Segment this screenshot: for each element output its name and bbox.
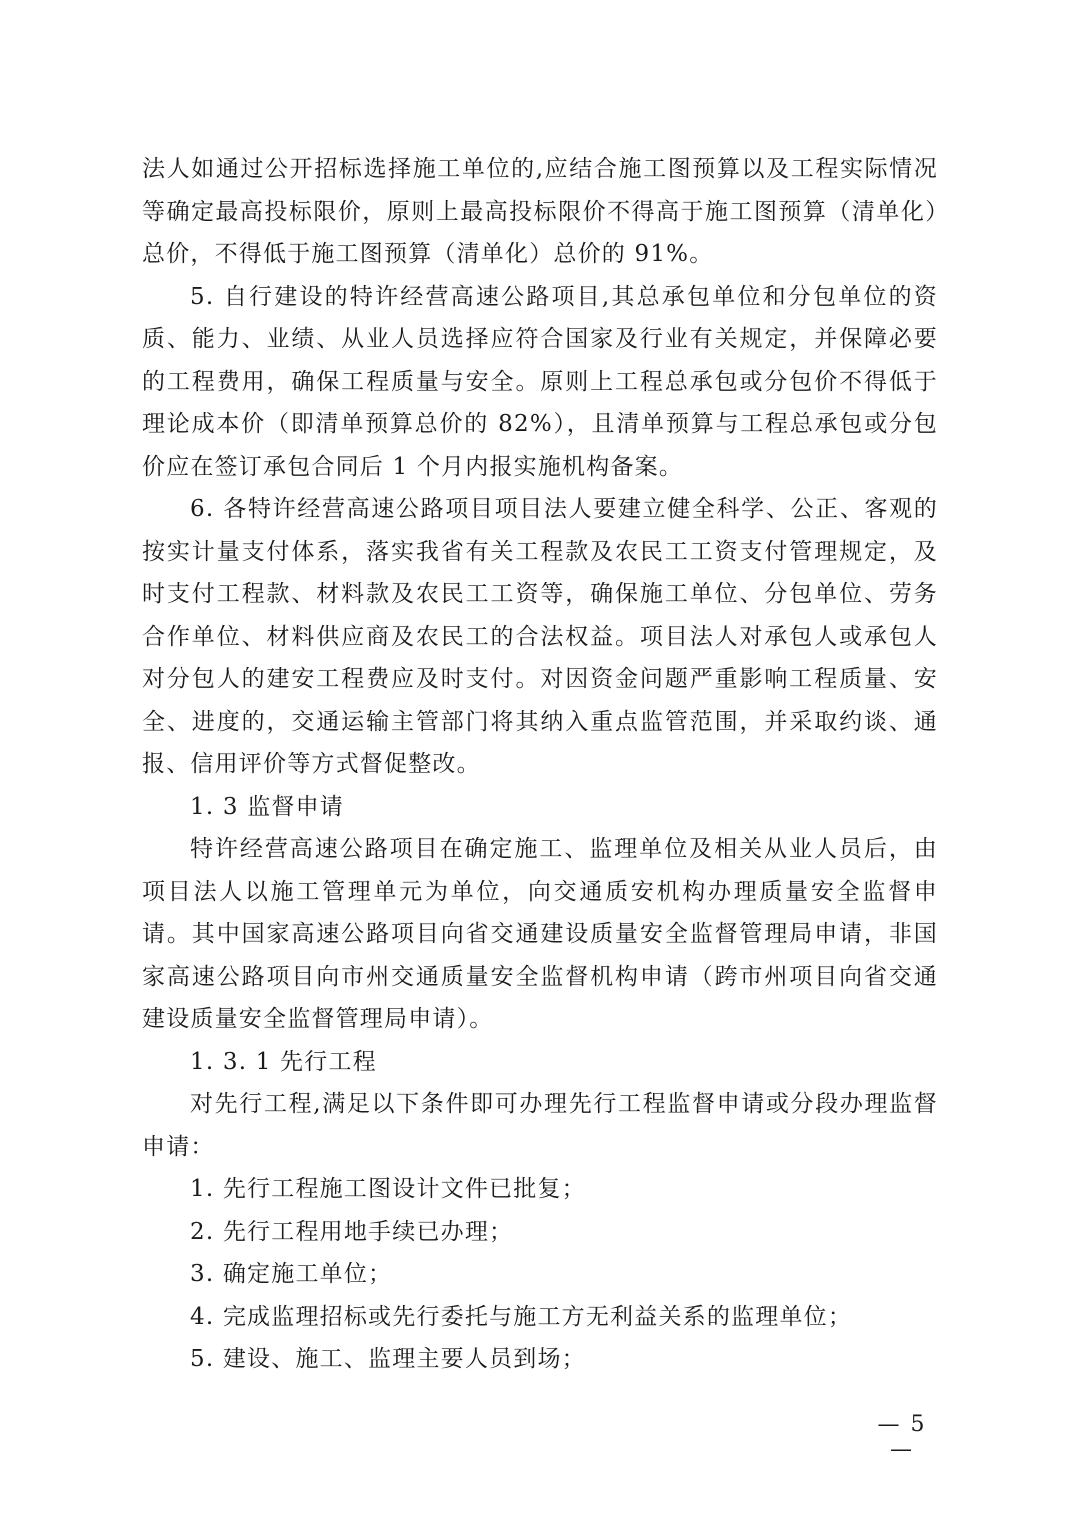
section-heading-1-3: 1. 3 监督申请 <box>190 793 344 820</box>
list-item-condition-2: 2. 先行工程用地手续已办理； <box>190 1218 514 1245</box>
list-item-condition-3: 3. 确定施工单位； <box>190 1261 393 1287</box>
paragraph-bidding-limit: 法人如通过公开招标选择施工单位的,应结合施工图预算以及工程实际情况等确定最高投标限价，原则上最高投标限价不得高于施工图预算（清单化）总价，不得低于施工图预算（清单化）总价的 91%。 <box>142 156 938 267</box>
paragraph-supervision-application: 特许经营高速公路项目在确定施工、监理单位及相关从业人员后，由项目法人以施工管理单元为单位，向交通质安机构办理质量安全监督申请。其中国家高速公路项目向省交通建设质量安全监督管理局申请，非国家高速公路项目向市州交通质量安全监督机构申请（跨市州项目向省交通建设质量安全监督管理局申请）。 <box>142 836 938 1032</box>
list-item-condition-5: 5. 建设、施工、监理主要人员到场； <box>190 1346 586 1372</box>
list-item-condition-1: 1. 先行工程施工图设计文件已批复； <box>190 1176 586 1202</box>
list-item-condition-4: 4. 完成监理招标或先行委托与施工方无利益关系的监理单位； <box>190 1303 853 1330</box>
paragraph-item-5: 5. 自行建设的特许经营高速公路项目,其总承包单位和分包单位的资质、能力、业绩、从业人员选择应符合国家及行业有关规定，并保障必要的工程费用，确保工程质量与安全。原则上工程总承包或分包价不得低于理论成本价（即清单预算总价的 82%），且清单预算与工程总承包或分包价应在签订承包合同后 1 个月内报实施机构备案。 <box>142 283 938 480</box>
section-heading-1-3-1: 1. 3. 1 先行工程 <box>190 1048 377 1075</box>
paragraph-advance-works-intro: 对先行工程,满足以下条件即可办理先行工程监督申请或分段办理监督申请： <box>142 1091 938 1160</box>
page-number: — 5 — <box>877 1412 927 1462</box>
document-page <box>142 148 938 1381</box>
paragraph-item-6: 6. 各特许经营高速公路项目项目法人要建立健全科学、公正、客观的按实计量支付体系，落实我省有关工程款及农民工工资支付管理规定，及时支付工程款、材料款及农民工工资等，确保施工单位、分包单位、劳务合作单位、材料供应商及农民工的合法权益。项目法人对承包人或承包人对分包人的建安工程费应及时支付。对因资金问题严重影响工程质量、安全、进度的，交通运输主管部门将其纳入重点监管范围，并采取约谈、通报、信用评价等方式督促整改。 <box>142 496 938 777</box>
